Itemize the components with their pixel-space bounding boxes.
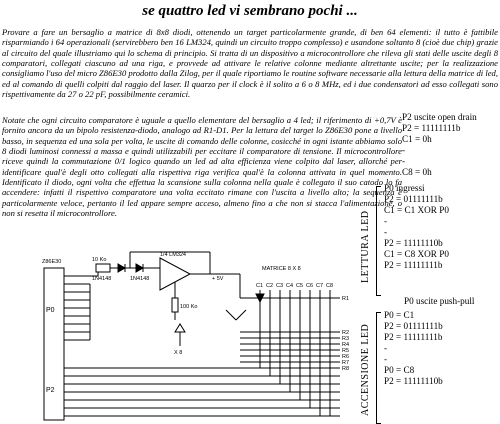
opamp-label: 1/4 LM324 <box>160 252 186 258</box>
col-label: C7 <box>316 283 324 289</box>
vcc-label: + 5V <box>212 276 224 282</box>
port-p2-label: P2 <box>46 387 55 394</box>
code-accensione: P0 = C1 P2 = 01111111b P2 = 11111111b - - P0 = C8 P2 = 11111110b <box>384 310 443 386</box>
col-label: C2 <box>266 283 274 289</box>
code-lettura: P0 ingressi P2 = 01111111b C1 = C1 XOR P0 - - P2 = 11111110b C1 = C8 XOR P0 P2 = 11111111b <box>384 183 449 270</box>
row-label-r1: R1 <box>342 296 350 302</box>
bracket-accensione <box>376 312 381 424</box>
col-label: C3 <box>276 283 284 289</box>
col-label: C6 <box>306 283 314 289</box>
row-label: R2 <box>342 330 350 336</box>
code-accensione-title: P0 uscite push-pull <box>404 296 475 306</box>
paragraph-2: Notate che ogni circuito comparatore è uguale a quello elementare del bersaglio a 4 led; il riferimento di +0,7V è fornito ancora da un bipolo resistenza-diodo, analogo ad R1-D1. Per la lettura del target lo Z86E30 pone a livello basso, in sequenza ed una sola per volta, le uscite di comando delle colonne, cosicché in ogni istante abbiamo solo 8 diodi luminosi connessi a massa e quindi utilizzabili per eccitare il comparatore di tensione. Il microcontrollore riceve quindi la commutazione 0/1 logico quando un led ad alta efficienza viene colpito dal laser, allorché per identificare qual'è degli otto collegati alla rispettiva riga verifica qual'è la colonna attivata in quel momento. Identificato il diodo, ogni volta che effettua la scansione sulla colonna nella quale è collegato il suo catodo lo fa accendere: infatti il rispettivo comparatore una volta eccitato rimane con l'uscita a livello alto; la sequenza è particolarmente veloce, pertanto il led appare sempre acceso, almeno fino a che non si stacca l'alimentazione, o non si resetta il microcontrollore. <box>2 115 402 219</box>
matrix-label: MATRICE 8 X 8 <box>262 266 301 272</box>
resistor-100k <box>172 298 178 312</box>
col-label: C1 <box>256 283 264 289</box>
col-label: C5 <box>296 283 304 289</box>
circuit-schematic <box>0 250 360 422</box>
d2-label: 1N4148 <box>130 276 150 282</box>
d1-label: 1N4148 <box>92 276 112 282</box>
page-title: se quattro led vi sembrano pochi ... <box>142 3 358 19</box>
mcu-block <box>44 268 64 420</box>
row-label: R4 <box>342 342 350 348</box>
r1-label: 10 Ko <box>92 257 107 263</box>
port-p0-label: P0 <box>46 307 55 314</box>
row-label: R6 <box>342 354 350 360</box>
label-lettura-led: LETTURA LED <box>360 210 371 284</box>
row-label: R8 <box>342 366 350 372</box>
x8-label: X 8 <box>174 350 183 356</box>
col-label: C8 <box>326 283 334 289</box>
diode-1 <box>118 264 125 272</box>
row-label: R7 <box>342 360 350 366</box>
bracket-lettura <box>376 186 381 296</box>
col-label: C4 <box>286 283 294 289</box>
diode-2 <box>136 264 143 272</box>
row-label: R3 <box>342 336 350 342</box>
chip-label: Z86E30 <box>42 259 62 265</box>
row-label: R5 <box>342 348 350 354</box>
code-init: P2 uscite open drain P2 = 11111111b C1 = 0h - - C8 = 0h <box>402 112 477 177</box>
resistor-10k <box>96 264 110 272</box>
paragraph-1: Provare a fare un bersaglio a matrice di 8x8 diodi, ottenendo un target particolarmente grande, di ben 64 elementi: il tutto è fattibile risparmiando i 64 operazionali (servirebbero ben 16 LM324, quindi un circuito troppo complesso) e usandone soltanto 8 (cioè due chip) grazie al circuito del quale illustriamo qui lo schema di principio. Si tratta di un dispositivo a microcontrollore che rileva gli stati delle uscite degli 8 comparatori, collegati ciascuno ad una riga, e provvede ad attivare le relative colonne mediante altrettante uscite; per la realizzazione consigliamo l'uso del micro Z86E30 prodotto dalla Zilog, per il quale riportiamo le routine software necessarie alla lettura della matrice di led, ed al comando di quelli colpiti dal raggio del laser. Il quarzo per il clock è il solito a 6 o 8 MHz, ed i due condensatori ad esso collegati sono rispettivamente da 27 o 22 pF, possibilmente ceramici. <box>2 27 498 100</box>
label-accensione-led: ACCENSIONE LED <box>360 323 371 417</box>
r2-label: 100 Ko <box>180 304 198 310</box>
